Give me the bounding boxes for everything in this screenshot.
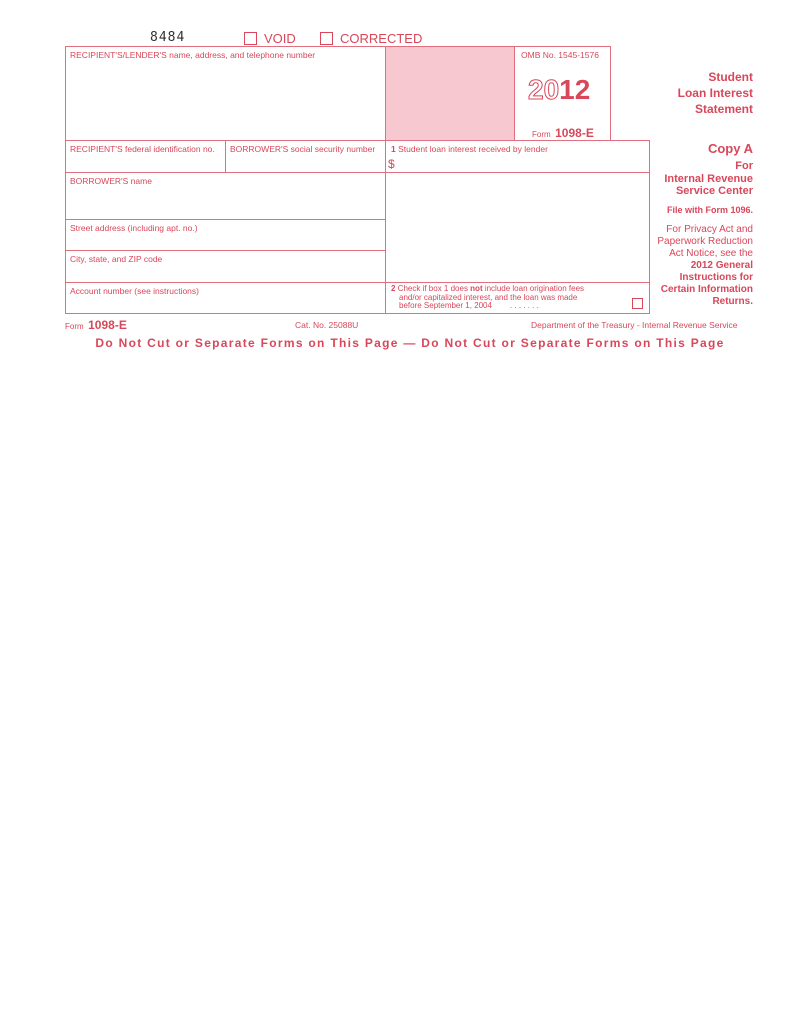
omb-number: OMB No. 1545-1576 [521,50,599,60]
copy-privacy-5: Instructions for [679,272,753,283]
box2-text-bold: not [470,284,483,293]
box2-text-after: include loan origination fees [482,284,585,293]
box2-line-2: and/or capitalized interest, and the loan was made [399,292,578,302]
recipient-name-box[interactable] [65,46,386,141]
box2-text-before: Check if box 1 does [397,284,471,293]
box2-line-3 [391,302,584,311]
title-line-1: Student [708,70,753,84]
copy-a-panel [652,141,753,308]
copy-privacy-4: 2012 General [690,260,753,271]
pink-shaded-area [385,46,515,141]
copy-privacy-7: Returns. [712,296,753,307]
copy-privacy-3: Act Notice, see the [669,248,753,259]
void-label: VOID [264,31,296,46]
box2-line-3-text: before September 1, 2004 [399,301,492,310]
omb-form-number: 1098-E [555,126,594,140]
copy-privacy-1: For Privacy Act and [666,224,753,235]
corrected-label: CORRECTED [340,31,423,46]
city-state-zip-label: City, state, and ZIP code [70,254,163,264]
control-number: 8484 [150,30,186,45]
box1-currency: $ [388,157,395,171]
footer-form-number: 1098-E [88,318,127,332]
borrower-name-label: BORROWER'S name [70,176,152,186]
tax-year-outline: 20 [528,74,560,105]
corrected-checkbox[interactable] [320,32,333,45]
copy-privacy-2: Paperwork Reduction [657,236,753,247]
box1-label [391,144,548,154]
borrower-ssn-label: BORROWER'S social security number [230,144,376,154]
blank-middle-box [385,172,650,283]
recipient-name-label: RECIPIENT'S/LENDER'S name, address, and telephone number [70,50,316,60]
box1-number: 1 [391,144,396,154]
box2-text [391,285,584,311]
copy-privacy-6: Certain Information [660,284,753,295]
omb-form-prefix: Form [532,130,551,139]
box2-number: 2 [391,284,396,293]
form-title [620,69,753,117]
footer-form-id [65,316,127,334]
do-not-cut-warning: Do Not Cut or Separate Forms on This Page — Do Not Cut or Separate Forms on This Page [95,336,725,350]
footer-form-prefix: Form [65,322,84,331]
account-number-label: Account number (see instructions) [70,286,199,296]
box2-checkbox[interactable] [632,298,643,309]
recipient-fed-id-label: RECIPIENT'S federal identification no. [70,144,215,154]
void-checkbox[interactable] [244,32,257,45]
copy-a-title: Copy A [707,141,753,156]
tax-year-bold: 12 [559,74,591,105]
copy-file-with: File with Form 1096. [666,205,753,215]
box1-text: Student loan interest received by lender [398,144,548,154]
copy-irs-1: Internal Revenue [664,173,753,185]
title-line-2: Loan Interest [677,86,753,100]
street-address-label: Street address (including apt. no.) [70,223,198,233]
tax-year [528,74,590,106]
box2-dots: . . . . . . . [509,301,539,310]
copy-irs-2: Service Center [675,185,753,197]
copy-for: For [735,160,753,172]
footer-dept: Department of the Treasury - Internal Revenue Service [531,320,738,330]
title-line-3: Statement [694,102,753,116]
footer-cat-no: Cat. No. 25088U [295,320,359,330]
